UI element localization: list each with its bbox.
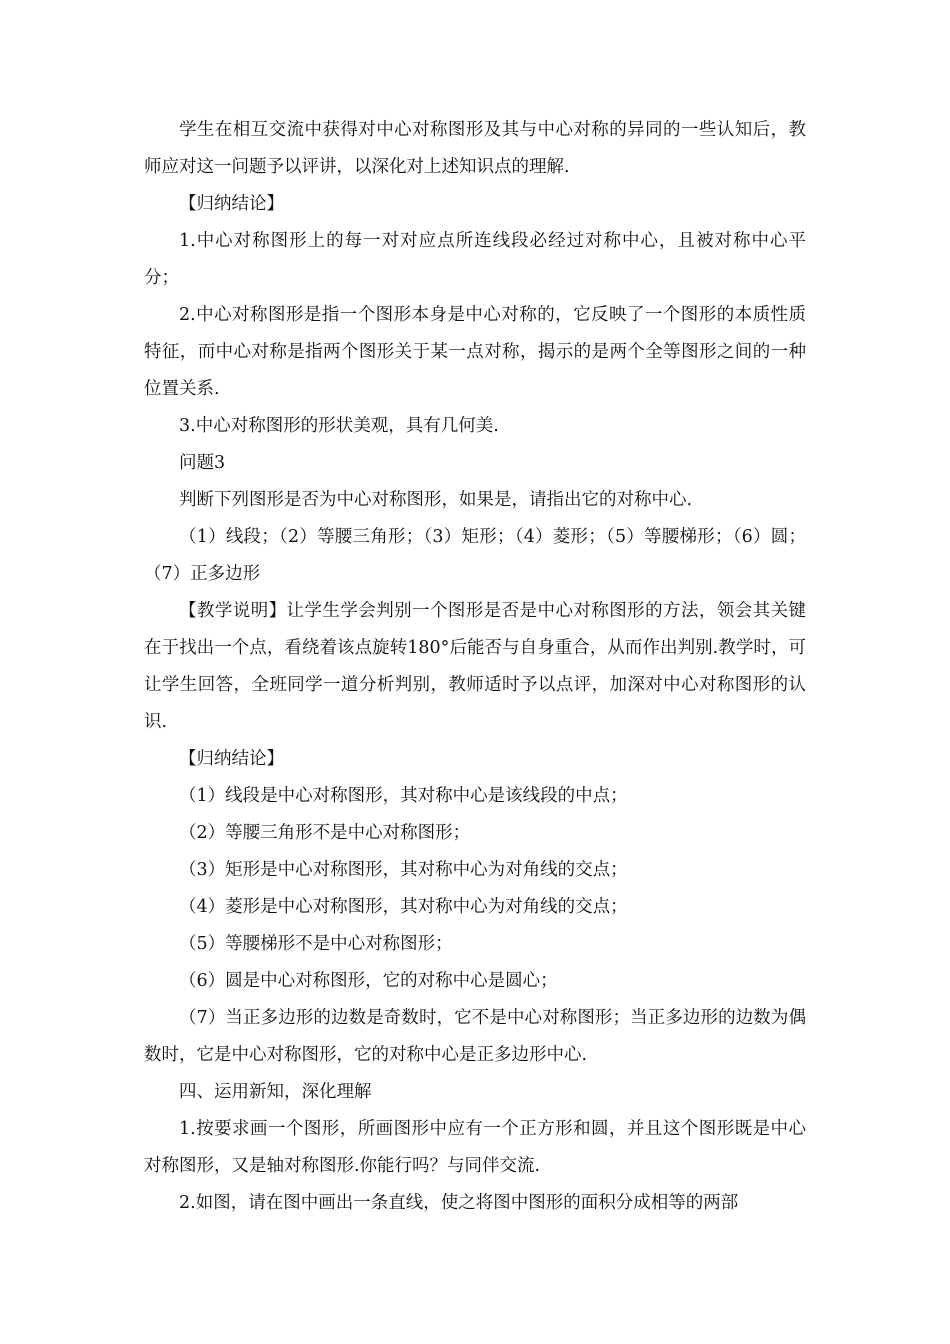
question-3-prompt: 判断下列图形是否为中心对称图形，如果是，请指出它的对称中心. — [179, 490, 693, 510]
answer-item-7: （7）当正多边形的边数是奇数时，它不是中心对称图形；当正多边形的边数为偶数时，它是中心对称图形，它的对称中心是正多边形中心. — [144, 1008, 806, 1065]
conclusion-item-1: 1.中心对称图形上的每一对对应点所连线段必经过对称中心，且被对称中心平分； — [144, 231, 806, 288]
heading-conclusion-1: 【归纳结论】 — [179, 194, 284, 214]
question-3-options: （1）线段；（2）等腰三角形；（3）矩形；（4）菱形；（5）等腰梯形；（6）圆；（7）正多边形 — [144, 527, 806, 584]
teaching-note: 【教学说明】让学生学会判别一个图形是否是中心对称图形的方法，领会其关键在于找出一个点，看绕着该点旋转180°后能否与自身重合，从而作出判别.教学时，可让学生回答，全班同学一道分析判别，教师适时予以点评，加深对中心对称图形的认识. — [144, 601, 806, 732]
answer-item-5: （5）等腰梯形不是中心对称图形； — [179, 934, 453, 954]
section-4-heading: 四、运用新知，深化理解 — [179, 1082, 372, 1102]
conclusion-item-2: 2.中心对称图形是指一个图形本身是中心对称的，它反映了一个图形的本质性质特征，而中心对称是指两个图形关于某一点对称，揭示的是两个全等图形之间的一种位置关系. — [144, 305, 806, 399]
exercise-item-1: 1.按要求画一个图形，所画图形中应有一个正方形和圆，并且这个图形既是中心对称图形，又是轴对称图形.你能行吗？与同伴交流. — [144, 1119, 806, 1176]
conclusion-item-3: 3.中心对称图形的形状美观，具有几何美. — [179, 416, 499, 436]
answer-item-4: （4）菱形是中心对称图形，其对称中心为对角线的交点； — [179, 897, 628, 917]
exercise-item-2: 2.如图，请在图中画出一条直线，使之将图中图形的面积分成相等的两部 — [179, 1193, 739, 1213]
question-3-heading: 问题3 — [179, 453, 226, 473]
heading-conclusion-2: 【归纳结论】 — [179, 749, 284, 769]
answer-item-3: （3）矩形是中心对称图形，其对称中心为对角线的交点； — [179, 860, 628, 880]
document-body — [144, 112, 806, 1222]
answer-item-2: （2）等腰三角形不是中心对称图形； — [179, 823, 471, 843]
answer-item-1: （1）线段是中心对称图形，其对称中心是该线段的中点； — [179, 786, 628, 806]
answer-item-6: （6）圆是中心对称图形，它的对称中心是圆心； — [179, 971, 558, 991]
paragraph-discussion-summary: 学生在相互交流中获得对中心对称图形及其与中心对称的异同的一些认知后，教师应对这一问题予以评讲，以深化对上述知识点的理解. — [144, 120, 806, 177]
